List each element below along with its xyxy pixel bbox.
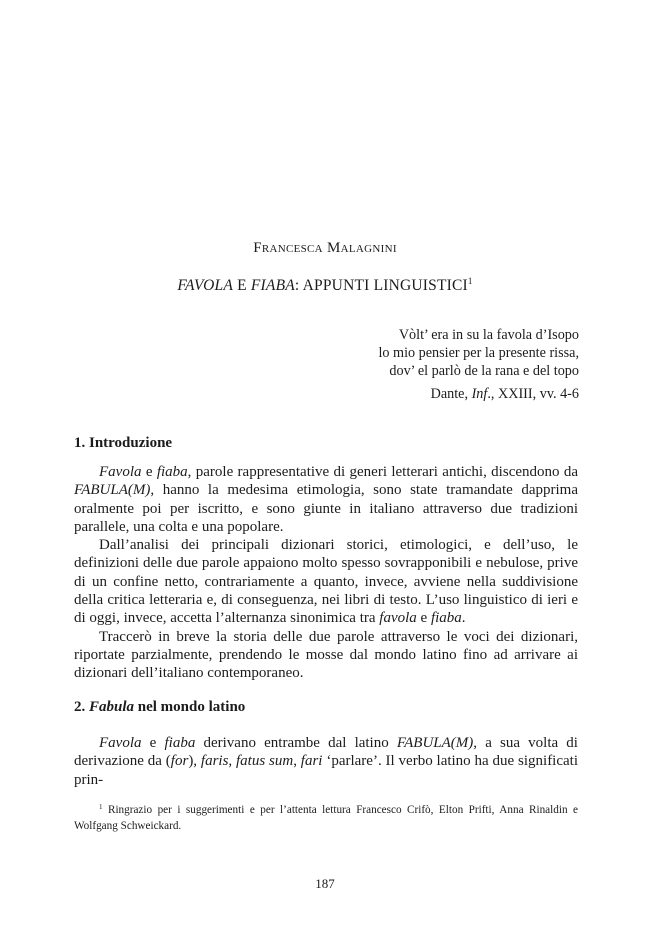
- heading-number: 2.: [74, 699, 89, 715]
- heading-text: nel mondo latino: [134, 699, 246, 715]
- section-heading-introduzione: 1. Introduzione: [74, 435, 173, 451]
- page-number: 187: [315, 876, 335, 891]
- term: favola: [379, 610, 417, 627]
- footnote-body: Ringrazio per i suggerimenti e per l’attenta lettura Francesco Crifò, Elton Prifti, Anna Rinaldin e Wolfgang Schweickard.: [74, 804, 578, 832]
- section-body-introduzione: [74, 463, 578, 683]
- text: derivano entrambe dal latino: [195, 735, 397, 751]
- epigraph: [378, 326, 579, 380]
- term: fiaba: [164, 735, 196, 751]
- text: e: [416, 610, 431, 627]
- epigraph-line: lo mio pensier per la presente rissa,: [378, 345, 579, 361]
- text: ),: [188, 753, 201, 770]
- title-rest: : APPUNTI LINGUISTICI: [294, 277, 468, 294]
- section-body-fabula: [74, 734, 578, 789]
- paragraph: [74, 536, 578, 627]
- title-word-favola: FAVOLA: [177, 277, 234, 294]
- term: fari: [300, 753, 323, 770]
- citation-verses: ., XXIII, vv. 4-6: [487, 386, 579, 402]
- article-title: [0, 276, 650, 295]
- term: FABULA(M): [74, 482, 151, 499]
- section-heading-fabula: [74, 699, 245, 716]
- footnote-number: 1: [99, 803, 103, 811]
- text: , a sua volta di derivazione da (: [74, 735, 578, 770]
- author-name: Francesca Malagnini: [253, 240, 397, 256]
- text: e: [141, 464, 157, 480]
- term: fiaba: [156, 464, 188, 480]
- citation-author: Dante,: [430, 386, 472, 402]
- paragraph: [74, 734, 578, 789]
- title-conjunction: E: [233, 277, 251, 294]
- text: , parole rappresentative di generi letterari antichi, discendono da: [187, 464, 578, 480]
- text: ,: [293, 753, 301, 770]
- paragraph: [74, 463, 578, 536]
- text: .: [461, 610, 466, 627]
- term: Favola: [99, 735, 142, 751]
- text: ‘parlare’. Il verbo latino ha due significati prin-: [74, 753, 579, 788]
- epigraph-line: Vòlt’ era in su la favola d’Isopo: [398, 327, 579, 343]
- term: fatus sum: [236, 753, 294, 770]
- title-word-fiaba: FIABA: [250, 277, 295, 294]
- term: FABULA(M): [396, 735, 474, 751]
- epigraph-line: dov’ el parlò de la rana e del topo: [389, 363, 579, 379]
- term: faris: [200, 753, 229, 770]
- heading-term: Fabula: [89, 699, 135, 715]
- footnote: [74, 800, 578, 834]
- text: Dall’analisi dei principali dizionari storici, etimologici, e dell’uso, le definizioni delle due parole appaiono molto spesso sovrapponibili e nebulose, prive di un confine netto, contrariamente a quanto, invece, avviene nella suddivisione della critica letteraria e, di conseguenza, nei libri di testo. L’uso linguistico di ieri e di oggi, invece, accetta l’alternanza sinonimica tra: [74, 537, 578, 627]
- citation-work: Inf: [471, 386, 488, 402]
- term: fiaba: [430, 610, 462, 627]
- footnote-text: [74, 800, 578, 834]
- paragraph: Traccerò in breve la storia delle due parole attraverso le voci dei dizionari, riportate parzialmente, prendendo le mosse dal mondo latino fino ad arrivare ai dizionari dell’italiano contemporaneo.: [74, 628, 578, 682]
- epigraph-citation: [431, 386, 579, 403]
- text: , hanno la medesima etimologia, sono state tramandate dapprima oralmente poi per iscritto, e sono giunte in italiano attraverso due tradizioni parallele, una colta e una popolare.: [74, 482, 578, 535]
- term: Favola: [99, 464, 142, 480]
- text: ,: [228, 753, 237, 770]
- title-footnote-ref[interactable]: 1: [467, 276, 473, 286]
- term: for: [170, 753, 189, 770]
- text: e: [141, 735, 165, 751]
